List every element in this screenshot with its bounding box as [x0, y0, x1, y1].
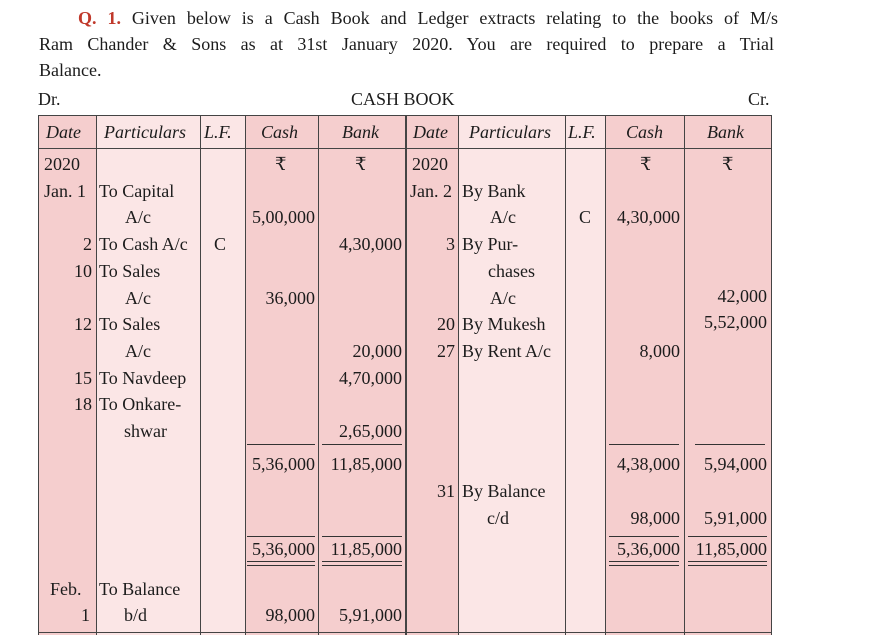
col-header-lf: L.F.: [568, 122, 596, 142]
entry-date: 31: [437, 481, 455, 501]
col-rule: [96, 115, 97, 635]
cash-amount: 98,000: [265, 605, 315, 625]
total-rule: [695, 444, 765, 445]
ledger-folio: C: [214, 234, 227, 254]
col-header-cash: Cash: [261, 122, 299, 142]
entry-particulars: By Bank: [462, 181, 526, 201]
center-rule: [405, 115, 407, 635]
cash-subtotal: 4,38,000: [617, 454, 680, 474]
double-rule: [609, 561, 679, 562]
col-header-lf: L.F.: [204, 122, 232, 142]
entry-date: Jan. 1: [44, 181, 86, 201]
entry-date: 20: [437, 314, 455, 334]
col-rule: [458, 115, 459, 635]
entry-particulars: A/c: [125, 288, 151, 308]
bank-subtotal: 5,94,000: [704, 454, 767, 474]
entry-date: 1: [81, 605, 90, 625]
entry-particulars: c/d: [487, 508, 509, 528]
table-border-right: [771, 115, 772, 635]
rupee-symbol: ₹: [275, 154, 287, 174]
cash-total: 5,36,000: [252, 539, 315, 559]
entry-date: 12: [74, 314, 92, 334]
bank-amount: 20,000: [352, 341, 402, 361]
question-line-3: Balance.: [39, 60, 102, 80]
ledger-folio: C: [579, 207, 592, 227]
entry-particulars: To Sales: [99, 261, 161, 281]
entry-particulars: To Navdeep: [99, 368, 187, 388]
bank-amount: 42,000: [717, 286, 767, 306]
entry-particulars: chases: [488, 261, 535, 281]
double-rule: [688, 565, 767, 566]
ledger-year: 2020: [412, 154, 448, 174]
header-top-rule: [38, 115, 772, 116]
double-rule: [247, 565, 315, 566]
entry-particulars: By Balance: [462, 481, 546, 501]
question-line-1: [78, 5, 778, 31]
entry-date: Feb.: [50, 579, 82, 599]
col-header-date: Date: [413, 122, 448, 142]
double-rule: [322, 561, 402, 562]
double-rule: [688, 561, 767, 562]
entry-date: 2: [83, 234, 92, 254]
entry-particulars: By Pur-: [462, 234, 519, 254]
col-header-particulars: Particulars: [469, 122, 552, 142]
total-rule: [247, 444, 315, 445]
entry-date: Jan. 2: [410, 181, 452, 201]
entry-date: 3: [446, 234, 455, 254]
bank-amount: 5,91,000: [704, 508, 767, 528]
entry-particulars: By Mukesh: [462, 314, 546, 334]
entry-particulars: To Onkare-: [99, 394, 182, 414]
table-border-left: [38, 115, 39, 635]
cash-amount: 5,00,000: [252, 207, 315, 227]
entry-particulars: By Rent A/c: [462, 341, 551, 361]
rupee-symbol: ₹: [355, 154, 367, 174]
entry-date: 18: [74, 394, 92, 414]
entry-particulars: To Cash A/c: [99, 234, 188, 254]
entry-particulars: To Balance: [99, 579, 181, 599]
header-bottom-rule: [38, 148, 772, 149]
col-header-date: Date: [46, 122, 81, 142]
bank-amount: 4,30,000: [339, 234, 402, 254]
cash-amount: 36,000: [265, 288, 315, 308]
entry-particulars: shwar: [124, 421, 167, 441]
entry-date: 15: [74, 368, 92, 388]
double-rule: [609, 565, 679, 566]
entry-particulars: To Capital: [99, 181, 175, 201]
ledger-year: 2020: [44, 154, 80, 174]
bank-amount: 4,70,000: [339, 368, 402, 388]
rupee-symbol: ₹: [722, 154, 734, 174]
cash-book-title: CASH BOOK: [351, 89, 455, 109]
rupee-symbol: ₹: [640, 154, 652, 174]
bank-amount: 2,65,000: [339, 421, 402, 441]
cash-total: 5,36,000: [617, 539, 680, 559]
question-text-1: Given below is a Cash Book and Ledger extracts relating to the books of M/s: [131, 8, 778, 28]
double-rule: [322, 565, 402, 566]
table-bottom-rule: [38, 632, 772, 633]
entry-particulars: A/c: [125, 207, 151, 227]
total-rule: [609, 444, 679, 445]
entry-particulars: b/d: [124, 605, 148, 625]
question-line-2: Ram Chander & Sons as at 31st January 2020. You are required to prepare a Trial: [39, 34, 774, 54]
entry-particulars: A/c: [125, 341, 151, 361]
entry-particulars: A/c: [490, 288, 516, 308]
col-rule: [200, 115, 201, 635]
entry-date: 10: [74, 261, 92, 281]
cash-subtotal: 5,36,000: [252, 454, 315, 474]
col-header-bank: Bank: [707, 122, 744, 142]
bank-total: 11,85,000: [695, 539, 767, 559]
bank-total: 11,85,000: [330, 539, 402, 559]
col-rule: [565, 115, 566, 635]
question-number: Q. 1.: [78, 8, 121, 28]
debit-label: Dr.: [38, 89, 61, 109]
col-header-particulars: Particulars: [104, 122, 187, 142]
col-header-cash: Cash: [626, 122, 664, 142]
cash-amount: 8,000: [639, 341, 680, 361]
entry-date: 27: [437, 341, 455, 361]
credit-label: Cr.: [748, 89, 770, 109]
cash-amount: 98,000: [630, 508, 680, 528]
total-rule: [322, 444, 402, 445]
cash-amount: 4,30,000: [617, 207, 680, 227]
bank-subtotal: 11,85,000: [330, 454, 402, 474]
bank-amount: 5,91,000: [339, 605, 402, 625]
double-rule: [247, 561, 315, 562]
col-header-bank: Bank: [342, 122, 379, 142]
bank-amount: 5,52,000: [704, 312, 767, 332]
entry-particulars: To Sales: [99, 314, 161, 334]
entry-particulars: A/c: [490, 207, 516, 227]
